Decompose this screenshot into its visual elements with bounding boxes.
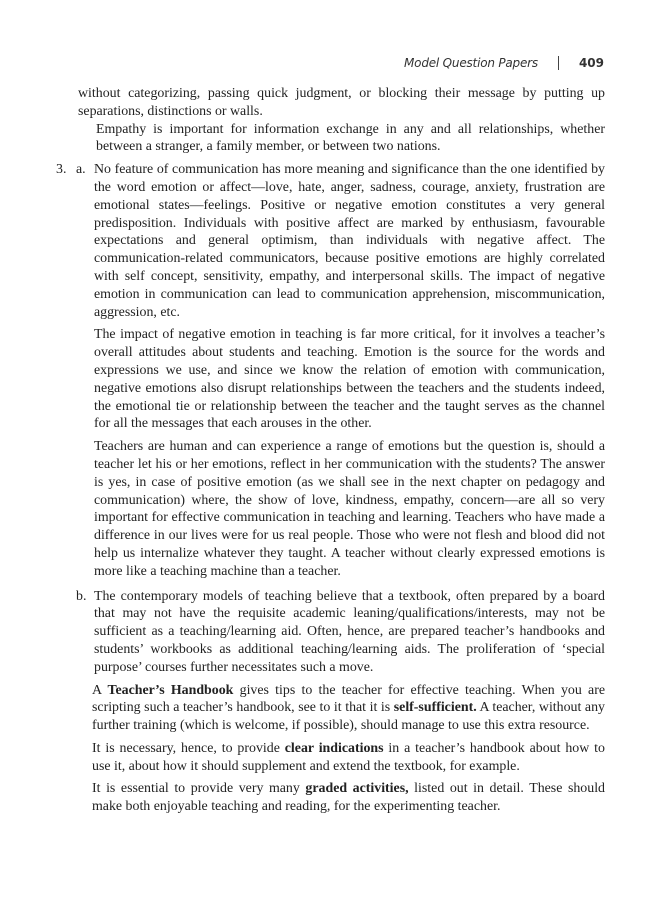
page-body <box>0 85 661 816</box>
text-run: A <box>92 682 108 698</box>
question-3b <box>0 588 605 677</box>
text-run: It is essential to provide very many <box>92 781 306 797</box>
sub-question-label-a: a. <box>76 162 86 178</box>
question-3a <box>0 161 605 321</box>
answer-3a-paragraph-1: No feature of communication has more meaning and significance than the one identified by the word emotion or affect—love, hate, anger, sadness, courage, anxiety, frustration are emotional states—feelings. Positive or negative emotion constitutes a very general predisposition. Individuals with positive affect are marked by enthusiasm, favourable expectations and general optimism, than individuals with negative affect. The communication-related communicators, because positive emotions are highly correlated with self concept, sensitivity, empathy, and interpersonal skills. The impact of negative emotion in communication can lead to communication apprehension, miscommunication, aggression, etc. <box>94 162 605 320</box>
answer-3a-paragraph-2: The impact of negative emotion in teaching is far more critical, for it involves a teacher’s overall attitudes about students and teaching. Emotion is the source for the words and expressions we use, and since we know the relation of emotion with communication, negative emotions also disrupt relationships between the teachers and the students indeed, the emotional tie or relationship between the teacher and the taught serves as the channel for all the messages that each arouses in the other. <box>94 327 605 432</box>
text-run: listed out in detail. These should make both enjoyable teaching and reading, for the experimenting teacher. <box>92 781 605 815</box>
text-run: in a teacher’s handbook about how to use it, about how it should supplement and extend the textbook, for example. <box>92 740 605 774</box>
intro-empathy-paragraph: Empathy is important for information exchange in any and all relationships, whether between a stranger, a family member, or between two nations. <box>96 121 605 155</box>
bold-term-graded-activities: graded activities, <box>305 781 409 797</box>
text-run: A teacher, without any further training (which is welcome, if possible), should manage to use this extra resource. <box>92 700 605 734</box>
bold-term-clear-indications: clear indications <box>284 740 384 756</box>
bold-term-self-sufficient: self-sufficient. <box>393 700 477 716</box>
text-run: It is necessary, hence, to provide <box>92 740 285 756</box>
question-number: 3. <box>56 162 67 178</box>
answer-3a-paragraph-3: Teachers are human and can experience a range of emotions but the question is, should a teacher let his or her emotions, reflect in her communication with the students? The answer is yes, in case of positive emotion (as we shall see in the next chapter on pedagogy and communication) where, the show of love, kindness, empathy, concern—are all so very important for effective communication in teaching and learning. Teachers who have made a difference in our lives were for us real people. Those who were not flesh and blood did not help us internalize whatever they taught. A teacher without clearly expressed emotions is more like a teaching machine than a teacher. <box>94 439 605 579</box>
answer-3b-paragraph-1: The contemporary models of teaching believe that a textbook, often prepared by a board that may not have the requisite academic leaning/qualifications/interests, may not be sufficient as a teaching/learning aid. Often, hence, are prepared teacher’s handbooks and students’ workbooks as additional teaching/learning aids. The proliferation of ‘special purpose’ courses further necessitates such a move. <box>94 588 605 675</box>
intro-continuation-paragraph: without categorizing, passing quick judgment, or blocking their message by putting up separations, distinctions or walls. <box>78 86 605 119</box>
running-title: Model Question Papers <box>404 56 538 70</box>
answer-3b-paragraph-2 <box>92 682 605 735</box>
bold-term-teachers-handbook: Teacher’s Handbook <box>107 682 234 698</box>
page-number: 409 <box>578 56 604 70</box>
page-header <box>404 56 604 70</box>
sub-question-label-b: b. <box>76 588 87 604</box>
text-run: gives tips to the teacher for effective teaching. When you are scripting such a teacher’s handbook, see to it that it is <box>92 682 605 716</box>
answer-3b-paragraph-4 <box>92 780 605 816</box>
answer-3b-paragraph-3 <box>92 740 605 776</box>
header-divider <box>558 56 559 70</box>
